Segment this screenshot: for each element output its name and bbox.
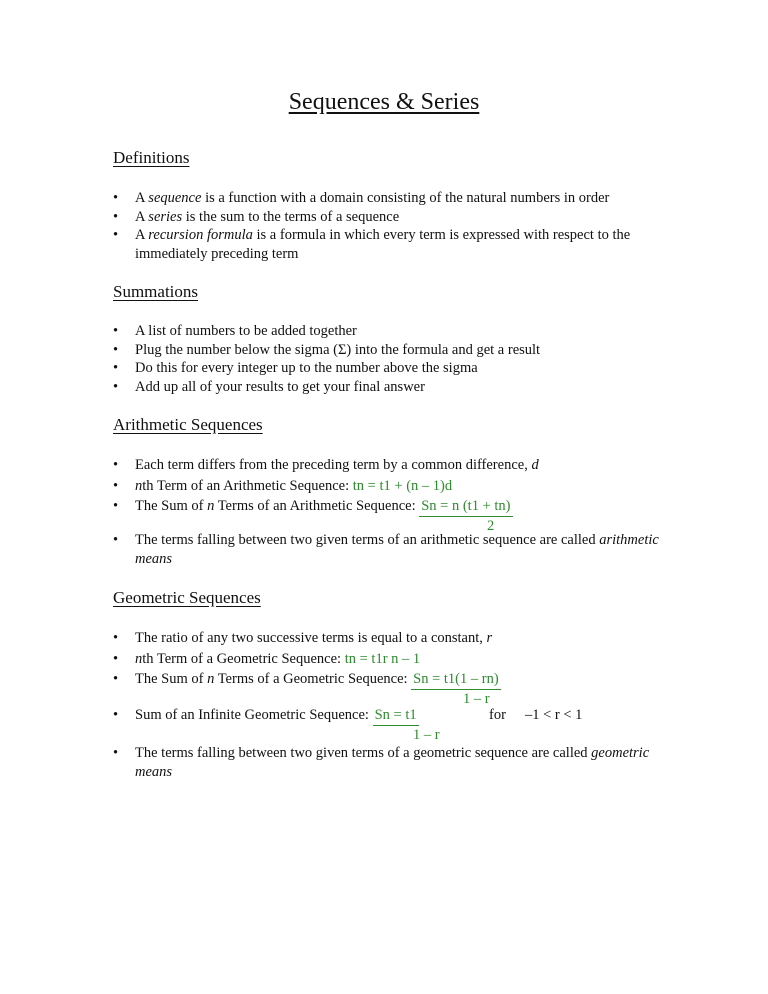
list-item: • nth Term of a Geometric Sequence: tn = t1r n – 1 bbox=[113, 650, 673, 669]
page-title: Sequences & Series bbox=[288, 89, 480, 115]
definitions-list bbox=[113, 189, 673, 263]
list-item: • A series is the sum to the terms of a sequence bbox=[113, 208, 673, 227]
list-item: • A recursion formula is a formula in which every term is expressed with respect to the immediately preceding term bbox=[113, 226, 673, 263]
geometric-nth-term-formula: tn = t1r n – 1 bbox=[344, 650, 421, 667]
geometric-heading: Geometric Sequences bbox=[113, 588, 261, 607]
list-item: • The ratio of any two successive terms is equal to a constant, r bbox=[113, 629, 673, 648]
infinite-sum-denominator: 1 – r bbox=[413, 727, 440, 743]
list-item: • A list of numbers to be added together bbox=[113, 322, 673, 341]
list-item: • The terms falling between two given terms of an arithmetic sequence are called arithmetic means bbox=[113, 531, 673, 568]
list-item: • The Sum of n Terms of a Geometric Sequence: Sn = t1(1 – rn) 1 – r bbox=[113, 670, 673, 706]
summations-list bbox=[113, 322, 673, 396]
geometric-list bbox=[113, 629, 673, 781]
geometric-sum-denominator: 1 – r bbox=[463, 691, 490, 707]
list-item: • Add up all of your results to get your final answer bbox=[113, 378, 673, 397]
arithmetic-sum-formula: Sn = n (t1 + tn) bbox=[419, 497, 512, 517]
arithmetic-nth-term-formula: tn = t1 + (n – 1)d bbox=[352, 477, 453, 494]
list-item: • nth Term of an Arithmetic Sequence: tn = t1 + (n – 1)d bbox=[113, 477, 673, 496]
arithmetic-list bbox=[113, 456, 673, 568]
list-item: • A sequence is a function with a domain consisting of the natural numbers in order bbox=[113, 189, 673, 208]
list-item: • Do this for every integer up to the number above the sigma bbox=[113, 359, 673, 378]
list-item: • Plug the number below the sigma (Σ) into the formula and get a result bbox=[113, 341, 673, 360]
list-item: • The Sum of n Terms of an Arithmetic Sequence: Sn = n (t1 + tn) 2 bbox=[113, 497, 673, 531]
list-item: • The terms falling between two given terms of a geometric sequence are called geometric means bbox=[113, 744, 673, 781]
summations-heading: Summations bbox=[113, 282, 199, 301]
definitions-heading: Definitions bbox=[113, 148, 190, 167]
arithmetic-sum-denominator: 2 bbox=[487, 518, 495, 534]
for-label: for bbox=[489, 707, 506, 723]
geometric-sum-formula: Sn = t1(1 – rn) bbox=[411, 670, 501, 690]
list-item: • Each term differs from the preceding term by a common difference, d bbox=[113, 456, 673, 475]
list-item: • Sum of an Infinite Geometric Sequence: Sn = t1 1 – r for –1 < r < 1 bbox=[113, 706, 673, 744]
infinite-sum-formula: Sn = t1 bbox=[373, 706, 419, 726]
ratio-condition: –1 < r < 1 bbox=[525, 707, 583, 723]
arithmetic-heading: Arithmetic Sequences bbox=[113, 415, 263, 434]
